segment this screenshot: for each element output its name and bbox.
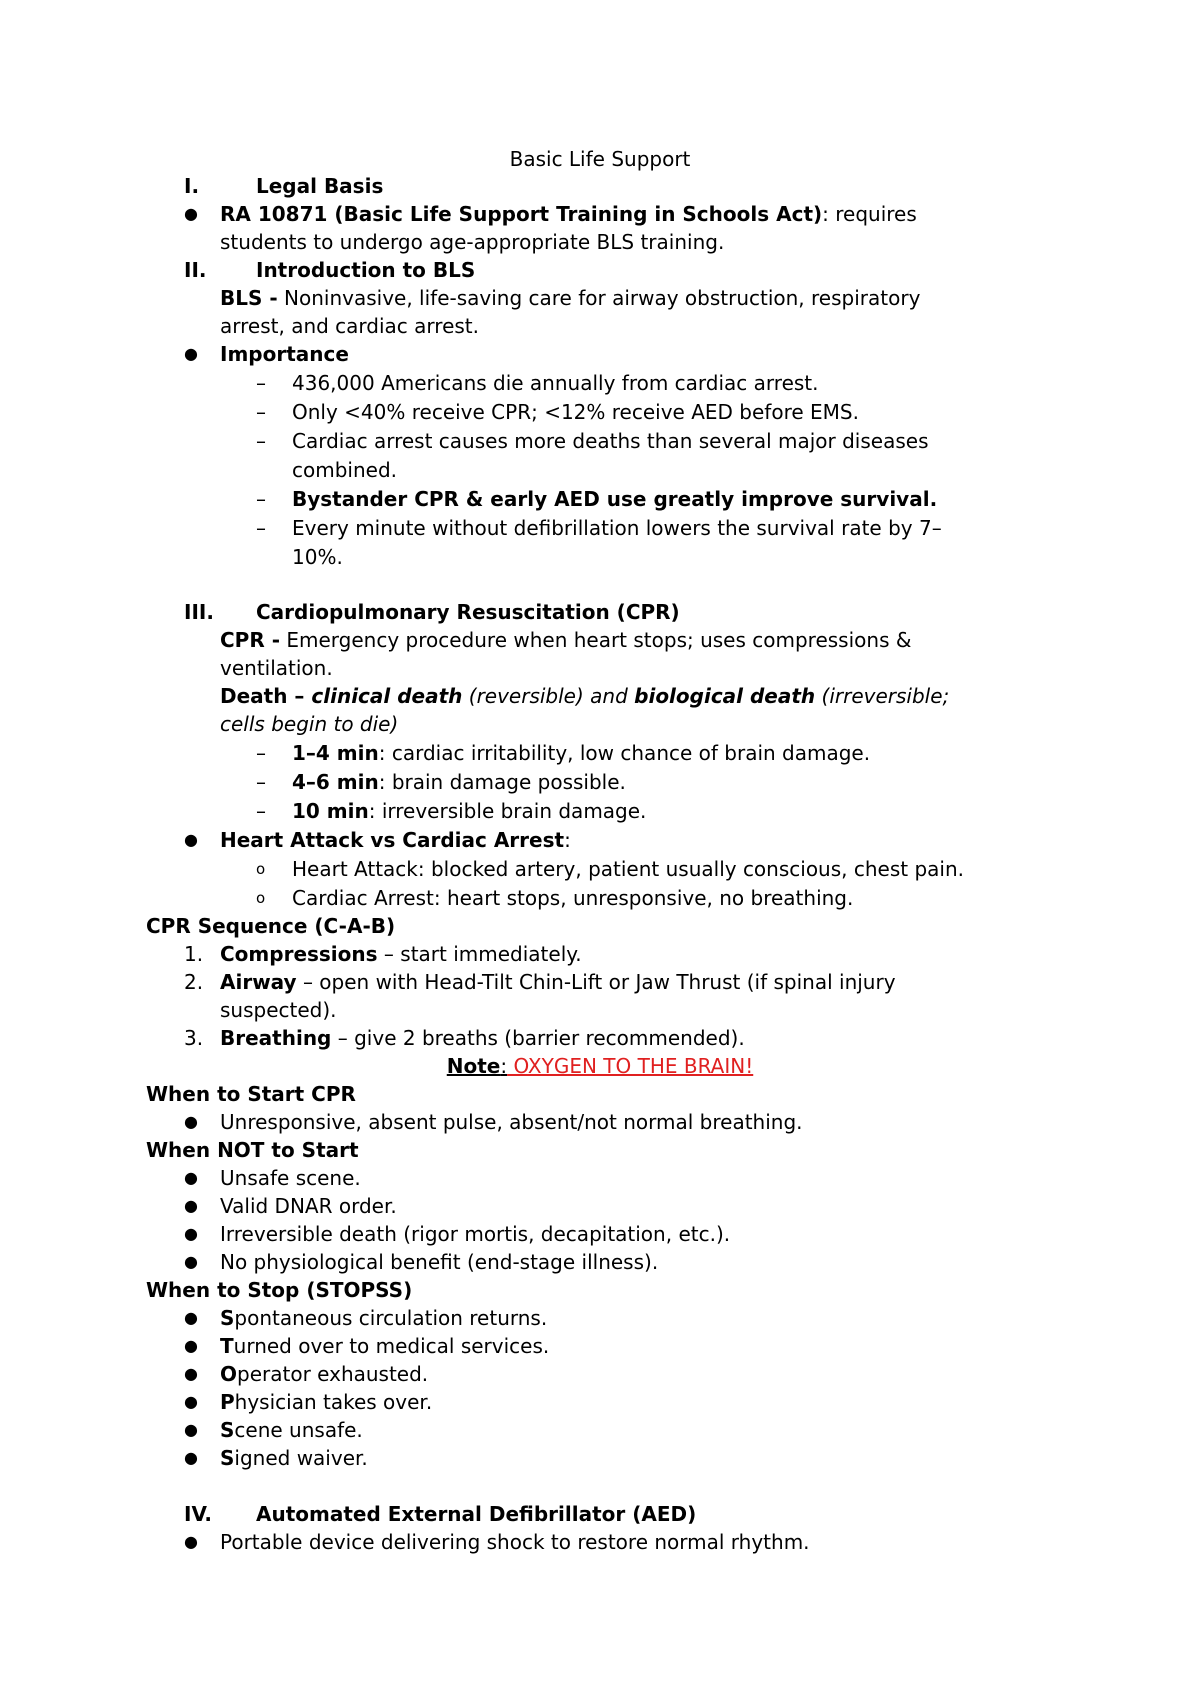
numbered-item: Breathing – give 2 breaths (barrier recommended). [220,1026,745,1050]
numbered-item-number: 3. [184,1026,204,1050]
dash-item-text: 436,000 Americans die annually from cardiac arrest. [292,371,819,395]
numbered-item-continued: suspected). [220,998,337,1022]
sub-item-text: Cardiac Arrest: heart stops, unresponsive, no breathing. [292,886,854,910]
numbered-item-number: 1. [184,942,204,966]
section-2-heading: Introduction to BLS [256,258,476,282]
section-4-number: IV. [184,1502,212,1526]
dash-item-text: Every minute without defibrillation lowers the survival rate by 7– [292,516,942,540]
note-line: Note: OXYGEN TO THE BRAIN! [446,1054,754,1078]
dash-item: – [256,799,266,823]
bullet-icon: ● [184,1196,198,1215]
dash-item-text: Bystander CPR & early AED use greatly improve survival. [292,487,938,511]
dash-item-text: 10 min: irreversible brain damage. [292,799,647,823]
dash-item-text: 1–4 min: cardiac irritability, low chance of brain damage. [292,741,871,765]
bls-definition: BLS - Noninvasive, life-saving care for airway obstruction, respiratory [220,286,921,310]
bullet-icon: ● [184,1308,198,1327]
note-text: OXYGEN TO THE BRAIN! [507,1054,754,1078]
death-definition-continued: cells begin to die) [220,712,399,736]
dash-item-text-continued: 10%. [292,545,343,569]
bullet-icon: ● [184,204,198,223]
bullet-icon: ● [184,1392,198,1411]
numbered-item: Compressions – start immediately. [220,942,582,966]
dash-item: – [256,429,266,453]
dash-item: – [256,400,266,424]
when-stop-heading: When to Stop (STOPSS) [146,1278,413,1302]
cpr-definition: CPR - Emergency procedure when heart stops; uses compressions & [220,628,912,652]
section-3-number: III. [184,600,214,624]
dash-item-text-continued: combined. [292,458,397,482]
section-1-heading: Legal Basis [256,174,384,198]
bullet-icon: ● [184,1532,198,1551]
note-label: Note [446,1054,501,1078]
bullet-icon: ● [184,344,198,363]
circle-bullet-icon: o [256,860,266,878]
circle-bullet-icon: o [256,889,266,907]
list-item-continued: students to undergo age-appropriate BLS training. [220,230,725,254]
bullet-icon: ● [184,1168,198,1187]
when-not-heading: When NOT to Start [146,1138,359,1162]
sub-item-text: Heart Attack: blocked artery, patient usually conscious, chest pain. [292,857,965,881]
numbered-item-number: 2. [184,970,204,994]
bullet-icon: ● [184,1420,198,1439]
bullet-icon: ● [184,830,198,849]
bullet-icon: ● [184,1364,198,1383]
dash-item-text: Only <40% receive CPR; <12% receive AED before EMS. [292,400,859,424]
document-page: Basic Life Support I. Legal Basis ● RA 10871 (Basic Life Support Training in Schools Act): requires students to undergo age-appropriate BLS training. II. Introduction to BLS BLS - Noninvasive, life-saving care for airway obstruction, respiratory arrest, and cardiac arrest. ● Importance – 436,000 Americans die annually from cardiac arrest. – Only <40% receive CPR; <12% receive AED before EMS. – Cardiac arrest causes more deaths than several major diseases combined. – Bystander CPR & early AED use greatly improve survival. – Every minute without defibrillation lowers the survival rate by 7– 10%. III. Cardiopulmonary Resuscitation (CPR) CPR - Emergency procedure when heart stops; uses compressions & ventilation. Death – clinical death (reversible) and biological death (irreversible; cells begin to die) – 1–4 min: cardiac irritability, low chance of brain damage. – 4–6 min: brain damage possible. – 10 min: irreversible brain damage. ● Heart Attack vs Cardiac Arrest: o Heart Attack: blocked artery, patient usually conscious, chest pain. o Cardiac Arrest: heart stops, unresponsive, no breathing. CPR Sequence (C-A-B) 1. Compressions – start immediately. 2. Airway – open with Head-Tilt Chin-Lift or Jaw Thrust (if spinal injury suspected). 3. Breathing – give 2 breaths (barrier recommended). Note: OXYGEN TO THE BRAIN! When to Start CPR ● Unresponsive, absent pulse, absent/not normal breathing. When NOT to Start ● Unsafe scene. ● Valid DNAR order. ● Irreversible death (rigor mortis, decapitation, etc.). ● No physiological benefit (end-stage illness). When to Stop (STOPSS) ● Spontaneous circulation returns. ● Turned over to medical services. ● Operator exhausted. ● Physician takes over. ● Scene unsafe. ● Signed waiver. IV. Automated External Defibrillator (AED) ● Portable device delivering shock to restore normal rhythm. [0,0,1200,1696]
dash-item: – [256,770,266,794]
cpr-sequence-heading: CPR Sequence (C-A-B) [146,914,396,938]
dash-item: – [256,487,266,511]
dash-item-text: 4–6 min: brain damage possible. [292,770,626,794]
document-title: Basic Life Support [509,147,691,171]
death-definition: Death – clinical death (reversible) and biological death (irreversible; [220,684,950,708]
when-start-heading: When to Start CPR [146,1082,356,1106]
section-4-heading: Automated External Defibrillator (AED) [256,1502,697,1526]
numbered-item: Airway – open with Head-Tilt Chin-Lift or Jaw Thrust (if spinal injury [220,970,896,994]
dash-item-text: Cardiac arrest causes more deaths than several major diseases [292,429,929,453]
bullet-icon: ● [184,1112,198,1131]
section-2-number: II. [184,258,207,282]
bullet-icon: ● [184,1224,198,1243]
dash-item: – [256,516,266,540]
section-1-number: I. [184,174,200,198]
bls-definition-continued: arrest, and cardiac arrest. [220,314,479,338]
dash-item: – [256,371,266,395]
bullet-icon: ● [184,1252,198,1271]
section-3-heading: Cardiopulmonary Resuscitation (CPR) [256,600,680,624]
cpr-definition-continued: ventilation. [220,656,333,680]
dash-item: – [256,741,266,765]
bullet-icon: ● [184,1336,198,1355]
bullet-icon: ● [184,1448,198,1467]
